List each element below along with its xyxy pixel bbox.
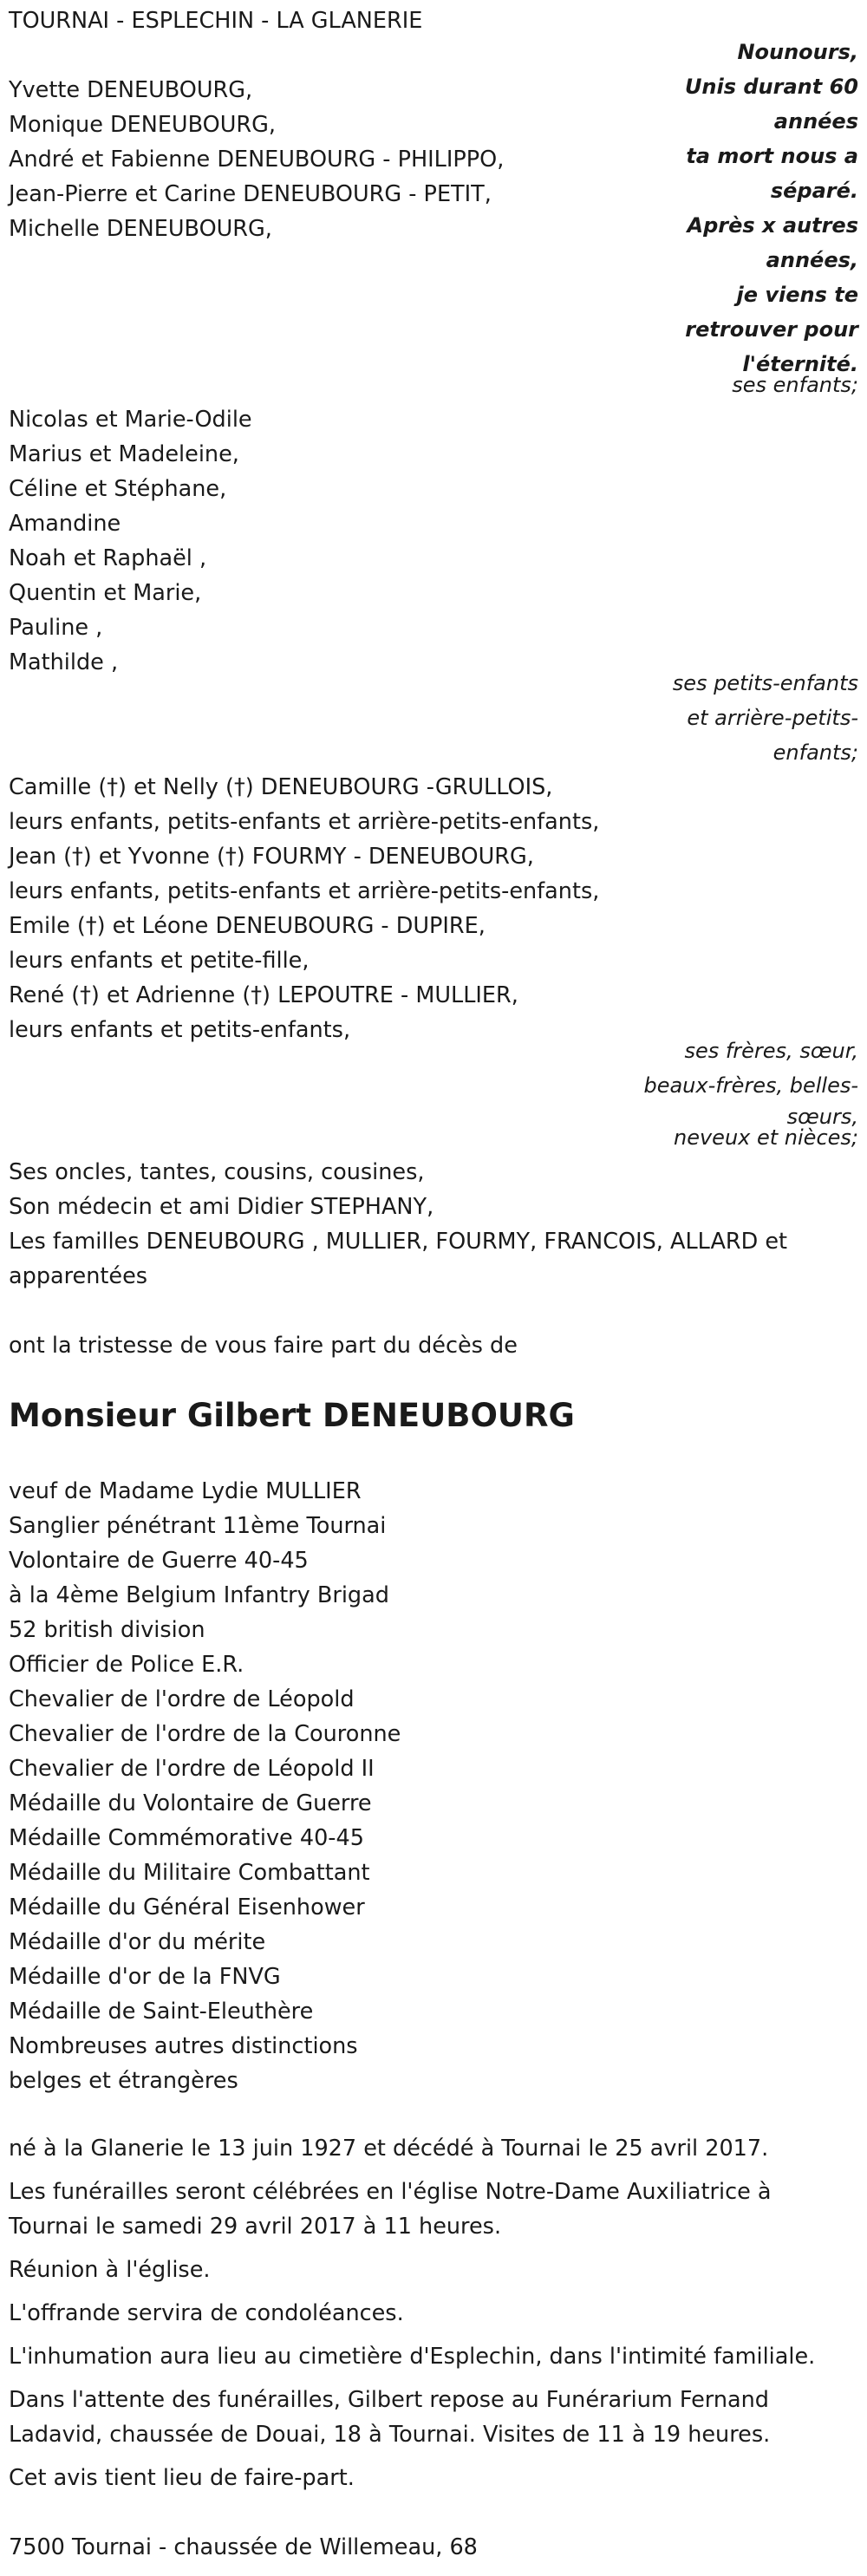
other-relatives-line: Ses oncles, tantes, cousins, cousines, [9,1159,425,1185]
birth-death-text: né à la Glanerie le 13 juin 1927 et décédé à Tournai le 25 avril 2017. [9,2136,769,2162]
title-line: Médaille Commémorative 40-45 [9,1825,364,1851]
child-name: Monique DENEUBOURG, [9,112,276,138]
burial-text: L'inhumation aura lieu au cimetière d'Esplechin, dans l'intimité familiale. [9,2344,816,2370]
grandchild-name: Pauline , [9,615,103,641]
quote-line: l'éternité. [742,352,858,376]
title-line: belges et étrangères [9,2068,238,2094]
sibling-line: René (†) et Adrienne (†) LEPOUTRE - MULLIER, [9,982,518,1008]
title-line: à la 4ème Belgium Infantry Brigad [9,1582,389,1608]
offering-text: L'offrande servira de condoléances. [9,2300,404,2326]
title-line: veuf de Madame Lydie MULLIER [9,1478,362,1504]
sibling-line: leurs enfants, petits-enfants et arrière-petits-enfants, [9,809,600,835]
sibling-line: Jean (†) et Yvonne (†) FOURMY - DENEUBOURG, [9,844,534,870]
quote-line: années [773,109,858,134]
grandchildren-relation-line: et arrière-petits- [687,706,858,730]
grandchild-name: Mathilde , [9,649,119,675]
title-line: Médaille du Général Eisenhower [9,1895,365,1921]
title-line: Sanglier pénétrant 11ème Tournai [9,1513,387,1539]
funeral-text: Les funérailles seront célébrées en l'église Notre-Dame Auxiliatrice à [9,2179,772,2205]
siblings-relation-line: sœurs, [786,1105,858,1129]
other-relatives-line: Les familles DENEUBOURG , MULLIER, FOURMY, FRANCOIS, ALLARD et [9,1229,788,1255]
siblings-relation-line: beaux-frères, belles- [643,1073,858,1098]
repose-text: Dans l'attente des funérailles, Gilbert repose au Funérarium Fernand [9,2387,769,2413]
title-line: Médaille d'or du mérite [9,1929,266,1955]
title-line: Volontaire de Guerre 40-45 [9,1548,309,1574]
grandchild-name: Marius et Madeleine, [9,441,239,467]
quote-line: retrouver pour [685,317,858,342]
funeral-text: Tournai le samedi 29 avril 2017 à 11 heures. [9,2214,502,2240]
quote-line: Unis durant 60 [684,75,858,99]
sibling-line: leurs enfants et petite-fille, [9,948,310,974]
title-line: Médaille d'or de la FNVG [9,1964,281,1990]
grandchild-name: Quentin et Marie, [9,580,202,606]
child-name: Michelle DENEUBOURG, [9,216,272,242]
title-line: Officier de Police E.R. [9,1652,244,1678]
sibling-line: leurs enfants, petits-enfants et arrière-petits-enfants, [9,878,600,904]
children-relation: ses enfants; [732,373,858,397]
title-line: Médaille du Volontaire de Guerre [9,1790,372,1816]
quote-line: séparé. [770,179,858,203]
child-name: André et Fabienne DENEUBOURG - PHILIPPO, [9,147,505,173]
grandchild-name: Nicolas et Marie-Odile [9,407,252,433]
quote-line: Nounours, [737,40,858,64]
header-location: TOURNAI - ESPLECHIN - LA GLANERIE [9,8,423,34]
reunion-text: Réunion à l'église. [9,2257,211,2283]
grandchildren-relation-line: ses petits-enfants [672,671,858,695]
title-line: Chevalier de l'ordre de Léopold II [9,1756,375,1782]
siblings-relation-line: neveux et nièces; [674,1125,858,1150]
grandchildren-relation-line: enfants; [772,740,858,765]
other-relatives-line: apparentées [9,1263,148,1289]
title-line: Médaille du Militaire Combattant [9,1860,370,1886]
title-line: Médaille de Saint-Eleuthère [9,1999,314,2025]
grandchild-name: Céline et Stéphane, [9,476,227,502]
title-line: Chevalier de l'ordre de Léopold [9,1686,355,1712]
deceased-name: Monsieur Gilbert DENEUBOURG [9,1397,575,1434]
quote-line: ta mort nous a [686,144,858,168]
epitaph-quote [598,35,858,382]
sibling-line: Camille (†) et Nelly (†) DENEUBOURG -GRULLOIS, [9,774,553,800]
title-line: 52 british division [9,1617,205,1643]
address-text: 7500 Tournai - chaussée de Willemeau, 68 [9,2534,478,2560]
notice-text: Cet avis tient lieu de faire-part. [9,2465,355,2491]
sibling-line: leurs enfants et petits-enfants, [9,1017,351,1043]
quote-line: je viens te [736,283,858,307]
title-line: Nombreuses autres distinctions [9,2033,358,2059]
sibling-line: Emile (†) et Léone DENEUBOURG - DUPIRE, [9,913,486,939]
repose-text: Ladavid, chaussée de Douai, 18 à Tournai. Visites de 11 à 19 heures. [9,2422,771,2448]
announcement-text: ont la tristesse de vous faire part du décès de [9,1333,518,1359]
quote-line: Après x autres [687,213,858,238]
quote-line: années, [766,248,858,272]
title-line: Chevalier de l'ordre de la Couronne [9,1721,401,1747]
child-name: Jean-Pierre et Carine DENEUBOURG - PETIT, [9,181,492,207]
grandchild-name: Amandine [9,511,121,537]
other-relatives-line: Son médecin et ami Didier STEPHANY, [9,1194,434,1220]
grandchild-name: Noah et Raphaël , [9,545,207,571]
child-name: Yvette DENEUBOURG, [9,77,253,103]
siblings-relation-line: ses frères, sœur, [684,1039,858,1063]
